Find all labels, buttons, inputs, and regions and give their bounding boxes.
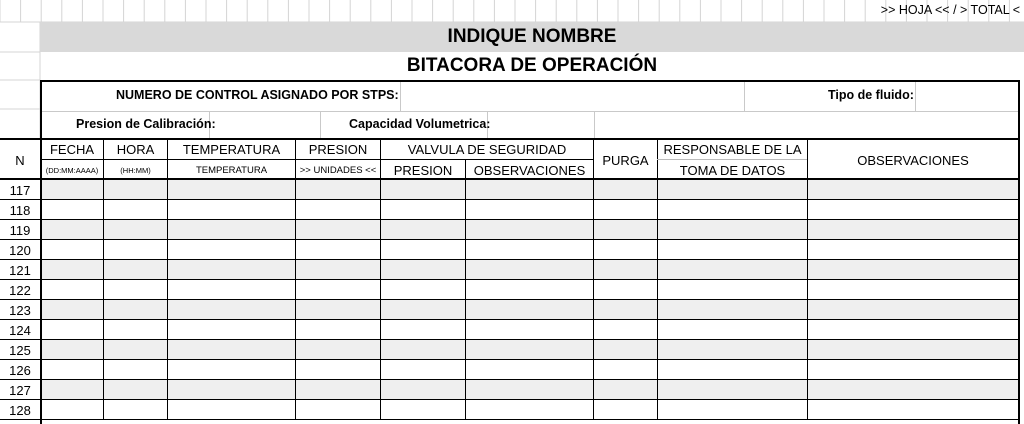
- cell-temperatura[interactable]: [167, 180, 296, 200]
- cell-presion[interactable]: [295, 180, 381, 200]
- cell-responsable[interactable]: [657, 380, 808, 400]
- cell-hora[interactable]: [103, 300, 168, 320]
- cell-valvula-observaciones[interactable]: [465, 180, 594, 200]
- volumetric-capacity-label: Capacidad Volumetrica:: [349, 117, 491, 131]
- table-row: [0, 220, 1020, 240]
- cell-purga[interactable]: [593, 240, 658, 260]
- cell-responsable[interactable]: [657, 300, 808, 320]
- cell-fecha[interactable]: [40, 400, 103, 420]
- info-divider: [42, 111, 1018, 112]
- cell-hora[interactable]: [103, 240, 168, 260]
- table-header: [0, 138, 1020, 180]
- cell-valvula-presion[interactable]: [380, 220, 466, 240]
- cell-valvula-presion[interactable]: [380, 280, 466, 300]
- table-row: [0, 360, 1020, 380]
- cell-responsable[interactable]: [657, 360, 808, 380]
- col-header-hora: HORA: [116, 142, 155, 157]
- cell-hora[interactable]: [103, 200, 168, 220]
- col-header-n: N: [15, 152, 25, 168]
- cell-purga[interactable]: [593, 280, 658, 300]
- cell-hora[interactable]: [103, 340, 168, 360]
- cell-hora[interactable]: [103, 360, 168, 380]
- table-row: [0, 180, 1020, 200]
- info-vline: [594, 111, 595, 140]
- col-header-purga: PURGA: [602, 152, 649, 168]
- cell-fecha[interactable]: [40, 320, 103, 340]
- info-vline: [744, 82, 745, 111]
- cell-hora[interactable]: [103, 180, 168, 200]
- row-number: 125: [9, 342, 31, 358]
- volumetric-capacity-field[interactable]: [489, 113, 592, 138]
- row-number: 124: [9, 322, 31, 338]
- cell-observaciones[interactable]: [807, 380, 1019, 400]
- cell-temperatura[interactable]: [167, 220, 296, 240]
- cell-presion[interactable]: [295, 300, 381, 320]
- cell-fecha[interactable]: [40, 280, 103, 300]
- cell-presion[interactable]: [295, 320, 381, 340]
- row-number: 123: [9, 302, 31, 318]
- cell-observaciones[interactable]: [807, 240, 1019, 260]
- cell-valvula-presion[interactable]: [380, 300, 466, 320]
- cell-observaciones[interactable]: [807, 320, 1019, 340]
- cell-temperatura[interactable]: [167, 240, 296, 260]
- cell-presion[interactable]: [295, 340, 381, 360]
- col-header-temperatura: TEMPERATURA: [182, 142, 281, 157]
- col-header-observaciones: OBSERVACIONES: [857, 152, 969, 168]
- row-number: 120: [9, 242, 31, 258]
- cell-observaciones[interactable]: [807, 340, 1019, 360]
- row-number: 118: [9, 202, 31, 218]
- cell-valvula-observaciones[interactable]: [465, 320, 594, 340]
- cell-valvula-observaciones[interactable]: [465, 220, 594, 240]
- cell-presion[interactable]: [295, 220, 381, 240]
- cell-hora[interactable]: [103, 220, 168, 240]
- cell-valvula-presion[interactable]: [380, 380, 466, 400]
- col-header-presion: PRESION: [308, 142, 368, 157]
- row-number: 122: [9, 282, 31, 298]
- table-row: [0, 380, 1020, 400]
- cell-presion[interactable]: [295, 240, 381, 260]
- cell-observaciones[interactable]: [807, 300, 1019, 320]
- table-row: [0, 320, 1020, 340]
- cell-fecha[interactable]: [40, 220, 103, 240]
- cell-responsable[interactable]: [657, 180, 808, 200]
- table-row: [0, 240, 1020, 260]
- cell-responsable[interactable]: [657, 320, 808, 340]
- info-box: [40, 80, 1020, 138]
- table-row: [0, 200, 1020, 220]
- cell-observaciones[interactable]: [807, 360, 1019, 380]
- cell-purga[interactable]: [593, 200, 658, 220]
- cell-purga[interactable]: [593, 180, 658, 200]
- cell-hora[interactable]: [103, 400, 168, 420]
- cell-responsable[interactable]: [657, 400, 808, 420]
- cell-hora[interactable]: [103, 320, 168, 340]
- cell-valvula-observaciones[interactable]: [465, 200, 594, 220]
- col-header-presion-units: >> UNIDADES <<: [299, 164, 377, 176]
- cell-fecha[interactable]: [40, 180, 103, 200]
- row-number: 127: [9, 382, 31, 398]
- cell-responsable[interactable]: [657, 340, 808, 360]
- cell-presion[interactable]: [295, 280, 381, 300]
- cell-temperatura[interactable]: [167, 360, 296, 380]
- cell-purga[interactable]: [593, 360, 658, 380]
- cell-temperatura[interactable]: [167, 280, 296, 300]
- cell-responsable[interactable]: [657, 240, 808, 260]
- cell-temperatura[interactable]: [167, 260, 296, 280]
- cell-fecha[interactable]: [40, 300, 103, 320]
- cell-fecha[interactable]: [40, 360, 103, 380]
- row-number: 121: [9, 262, 31, 278]
- cell-presion[interactable]: [295, 380, 381, 400]
- cell-responsable[interactable]: [657, 220, 808, 240]
- table-left-border: [40, 180, 42, 424]
- cell-valvula-presion[interactable]: [380, 360, 466, 380]
- cell-valvula-observaciones[interactable]: [465, 260, 594, 280]
- control-number-field[interactable]: [402, 83, 742, 109]
- info-vline: [400, 82, 401, 111]
- row-number: 117: [9, 182, 31, 198]
- page-counter: >> HOJA << / > TOTAL <: [880, 3, 1020, 17]
- cell-valvula-presion[interactable]: [380, 180, 466, 200]
- cell-observaciones[interactable]: [807, 260, 1019, 280]
- cell-purga[interactable]: [593, 220, 658, 240]
- cell-purga[interactable]: [593, 300, 658, 320]
- cell-fecha[interactable]: [40, 340, 103, 360]
- cell-valvula-observaciones[interactable]: [465, 400, 594, 420]
- col-header-valvula: VALVULA DE SEGURIDAD: [407, 142, 567, 157]
- cell-presion[interactable]: [295, 400, 381, 420]
- table-row: [0, 400, 1020, 420]
- cell-valvula-presion[interactable]: [380, 200, 466, 220]
- table-row: [0, 260, 1020, 280]
- col-header-responsable-2: TOMA DE DATOS: [679, 162, 786, 178]
- cell-valvula-presion[interactable]: [380, 320, 466, 340]
- cell-temperatura[interactable]: [167, 300, 296, 320]
- cell-valvula-presion[interactable]: [380, 400, 466, 420]
- info-vline: [915, 82, 916, 111]
- calibration-pressure-field[interactable]: [211, 113, 318, 138]
- control-number-label: NUMERO DE CONTROL ASIGNADO POR STPS:: [116, 88, 399, 102]
- cell-temperatura[interactable]: [167, 320, 296, 340]
- col-header-hora-format: (HH:MM): [120, 165, 151, 175]
- cell-temperatura[interactable]: [167, 380, 296, 400]
- calibration-pressure-label: Presion de Calibración:: [76, 117, 216, 131]
- top-strip: [0, 0, 1024, 22]
- cell-responsable[interactable]: [657, 280, 808, 300]
- col-header-fecha-format: (DD:MM:AAAA): [45, 165, 99, 175]
- info-vline: [320, 111, 321, 140]
- cell-hora[interactable]: [103, 380, 168, 400]
- cell-purga[interactable]: [593, 400, 658, 420]
- cell-observaciones[interactable]: [807, 180, 1019, 200]
- cell-fecha[interactable]: [40, 260, 103, 280]
- cell-responsable[interactable]: [657, 200, 808, 220]
- col-header-valvula-observaciones: OBSERVACIONES: [473, 162, 586, 178]
- cell-valvula-observaciones[interactable]: [465, 340, 594, 360]
- cell-fecha[interactable]: [40, 240, 103, 260]
- fluid-type-field[interactable]: [917, 83, 1017, 109]
- table-row: [0, 280, 1020, 300]
- cell-valvula-observaciones[interactable]: [465, 360, 594, 380]
- cell-valvula-presion[interactable]: [380, 260, 466, 280]
- cell-purga[interactable]: [593, 320, 658, 340]
- cell-presion[interactable]: [295, 200, 381, 220]
- table-row: [0, 300, 1020, 320]
- cell-hora[interactable]: [103, 260, 168, 280]
- cell-temperatura[interactable]: [167, 400, 296, 420]
- row-number: 126: [9, 362, 31, 378]
- col-header-responsable-1: RESPONSABLE DE LA: [663, 142, 802, 157]
- cell-valvula-observaciones[interactable]: [465, 280, 594, 300]
- table-right-border: [1018, 80, 1020, 424]
- cell-purga[interactable]: [593, 340, 658, 360]
- cell-valvula-observaciones[interactable]: [465, 240, 594, 260]
- cell-observaciones[interactable]: [807, 280, 1019, 300]
- cell-observaciones[interactable]: [807, 400, 1019, 420]
- document-subtitle: BITACORA DE OPERACIÓN: [406, 55, 658, 76]
- col-header-fecha: FECHA: [49, 142, 95, 157]
- cell-hora[interactable]: [103, 280, 168, 300]
- cell-fecha[interactable]: [40, 380, 103, 400]
- cell-responsable[interactable]: [657, 260, 808, 280]
- cell-temperatura[interactable]: [167, 200, 296, 220]
- cell-temperatura[interactable]: [167, 340, 296, 360]
- row-number: 128: [9, 402, 31, 418]
- table-row: [0, 340, 1020, 360]
- cell-valvula-observaciones[interactable]: [465, 300, 594, 320]
- document-title[interactable]: INDIQUE NOMBRE: [40, 22, 1024, 52]
- cell-presion[interactable]: [295, 260, 381, 280]
- col-header-temperatura-sub: TEMPERATURA: [195, 164, 268, 176]
- row-number: 119: [9, 222, 31, 238]
- cell-valvula-observaciones[interactable]: [465, 380, 594, 400]
- cell-valvula-presion[interactable]: [380, 340, 466, 360]
- cell-fecha[interactable]: [40, 200, 103, 220]
- cell-presion[interactable]: [295, 360, 381, 380]
- cell-observaciones[interactable]: [807, 200, 1019, 220]
- fluid-type-label: Tipo de fluido:: [828, 88, 914, 102]
- cell-purga[interactable]: [593, 260, 658, 280]
- cell-purga[interactable]: [593, 380, 658, 400]
- cell-observaciones[interactable]: [807, 220, 1019, 240]
- cell-valvula-presion[interactable]: [380, 240, 466, 260]
- col-header-valvula-presion: PRESION: [393, 162, 453, 178]
